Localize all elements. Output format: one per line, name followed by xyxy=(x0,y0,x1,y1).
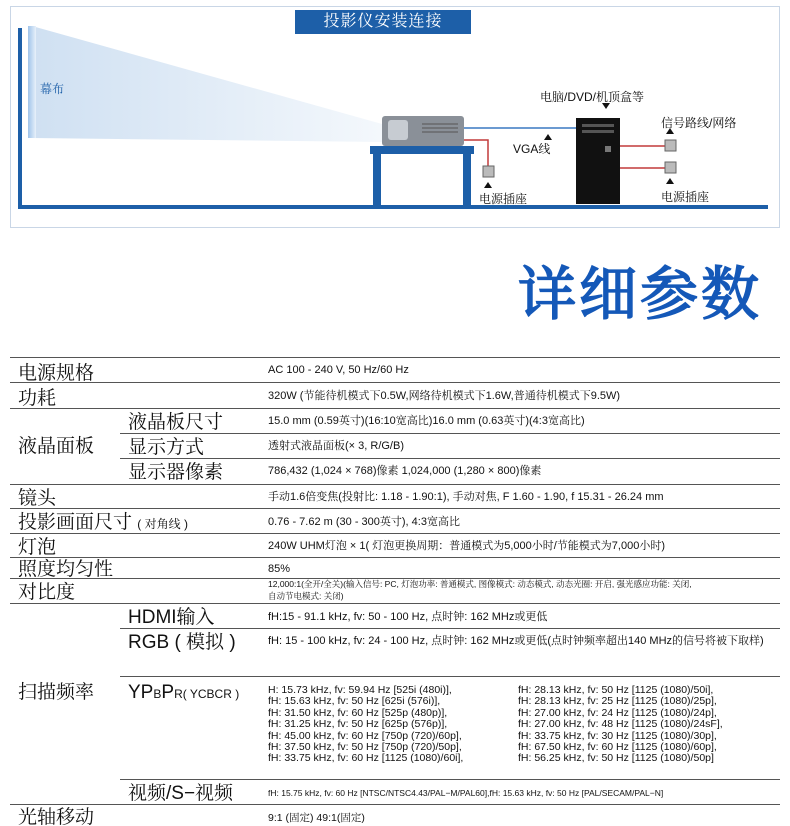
projector-table-left-leg xyxy=(373,154,381,206)
lens-shift-value: 9:1 (固定) 49:1(固定) xyxy=(268,812,365,824)
power-outlet-label-right: 电源插座 xyxy=(661,190,710,204)
lamp-label: 灯泡 xyxy=(18,537,57,558)
spec-row-scan xyxy=(10,604,780,805)
ypbpr-value-item: fH: 28.13 kHz, fv: 50 Hz [1125 (1080)/50i], xyxy=(518,684,714,696)
uniformity-value: 85% xyxy=(268,563,291,575)
lcd-display-value: 透射式液晶面板(× 3, R/G/B) xyxy=(268,440,404,452)
ypbpr-value-item: fH: 31.25 kHz, fv: 50 Hz [625p (576p)], xyxy=(268,718,448,731)
network-outlet xyxy=(665,140,676,151)
hdmi-value: fH:15 - 91.1 kHz, fv: 50 - 100 Hz, 点时钟: 162 MHz或更低 xyxy=(268,611,548,623)
ypbpr-values-col2 xyxy=(518,685,723,765)
projector-table-top xyxy=(370,146,474,154)
projector-table-right-leg xyxy=(463,154,471,206)
contrast-value-line2: 自动节电模式: 关闭) xyxy=(268,591,344,601)
ypbpr-value-item: fH: 27.00 kHz, fv: 48 Hz [1125 (1080)/24sF], xyxy=(518,718,723,731)
lens-value: 手动1.6倍变焦(投射比: 1.18 - 1.90:1), 手动对焦, F 1.60 - 1.90, f 15.31 - 26.24 mm xyxy=(268,491,664,503)
rgb-value: fH: 15 - 100 kHz, fv: 24 - 100 Hz, 点时钟: 162 MHz或更低(点时钟频率超出140 MHz的信号将被下取样) xyxy=(268,635,764,647)
signal-label: 信号路线/网络 xyxy=(661,116,737,130)
screen-label: 幕布 xyxy=(40,82,65,96)
scan-label: 扫描频率 xyxy=(18,682,95,703)
rgb-label: RGB ( 模拟 ) xyxy=(128,632,236,653)
spec-row-lens-shift xyxy=(10,805,780,825)
ypbpr-value-item: fH: 67.50 kHz, fv: 60 Hz [1125 (1080)/60p], xyxy=(518,741,717,754)
floor xyxy=(18,205,768,209)
ypbpr-value-item: fH: 27.00 kHz, fv: 24 Hz [1125 (1080)/24p], xyxy=(518,706,717,719)
installation-diagram xyxy=(10,6,780,228)
contrast-value-line1: 12,000:1(全开/全关)(输入信号: PC, 灯泡功率: 普通模式, 图像模式: 动态模式, 动态光圈: 开启, 强光感应功能: 关闭, xyxy=(268,579,692,589)
lcd-pixels-value: 786,432 (1,024 × 768)像素 1,024,000 (1,280 × 800)像素 xyxy=(268,465,542,477)
ypbpr-label-note: ( YCBCR ) xyxy=(182,687,240,701)
screen-size-value: 0.76 - 7.62 m (30 - 300英寸), 4:3宽高比 xyxy=(268,516,460,528)
video-value: fH: 15.75 kHz, fv: 60 Hz [NTSC/NTSC4.43/PAL−M/PAL60],fH: 15.63 kHz, fv: 50 Hz [PAL/SECAM/PAL−N] xyxy=(268,788,664,798)
consumption-value: 320W (节能待机模式下0.5W,网络待机模式下1.6W,普通待机模式下9.5W) xyxy=(268,390,621,402)
right-power-outlet xyxy=(665,162,676,173)
spec-row-lcd xyxy=(10,409,780,485)
ypbpr-value-item: fH: 15.63 kHz, fv: 50 Hz [625i (576i)], xyxy=(268,695,441,708)
spec-row-uniformity xyxy=(10,558,780,579)
ypbpr-values-col1 xyxy=(268,685,463,765)
lcd-label: 液晶面板 xyxy=(18,436,95,457)
power-value: AC 100 - 240 V, 50 Hz/60 Hz xyxy=(268,364,409,376)
ypbpr-value-item: fH: 28.13 kHz, fv: 25 Hz [1125 (1080)/25p], xyxy=(518,695,717,708)
spec-row-consumption xyxy=(10,383,780,409)
screen-size-label-note: ( 对角线 ) xyxy=(137,517,188,531)
projection-screen xyxy=(28,26,36,138)
lens-shift-label: 光轴移动 xyxy=(18,807,95,826)
lcd-size-value: 15.0 mm (0.59英寸)(16:10宽高比)16.0 mm (0.63英寸)(4:3宽高比) xyxy=(268,415,585,427)
lcd-pixels-label: 显示器像素 xyxy=(128,462,224,483)
lens-label: 镜头 xyxy=(18,488,57,509)
spec-row-lens xyxy=(10,485,780,509)
wall xyxy=(18,28,22,208)
projection-beam xyxy=(32,26,382,142)
power-outlet-label-left: 电源插座 xyxy=(479,192,528,206)
ypbpr-value-item: fH: 33.75 kHz, fv: 60 Hz [1125 (1080)/60i], xyxy=(268,752,464,765)
left-power-outlet xyxy=(483,166,494,177)
ypbpr-value-item: fH: 33.75 kHz, fv: 30 Hz [1125 (1080)/30p], xyxy=(518,729,717,742)
ypbpr-value-item: fH: 37.50 kHz, fv: 50 Hz [750p (720)/50p], xyxy=(268,741,462,754)
vga-label: VGA线 xyxy=(513,142,551,156)
spec-row-power xyxy=(10,357,780,383)
uniformity-label: 照度均匀性 xyxy=(18,559,114,580)
ypbpr-value-item: fH: 56.25 kHz, fv: 50 Hz [1125 (1080)/50p] xyxy=(518,752,714,765)
lcd-size-label: 液晶板尺寸 xyxy=(128,412,224,433)
video-label: 视频/S−视频 xyxy=(128,783,234,804)
lamp-value: 240W UHM灯泡 × 1( 灯泡更换周期：普通模式为5,000小时/节能模式为7,000小时) xyxy=(268,540,665,552)
spec-row-contrast xyxy=(10,579,780,604)
hdmi-label: HDMI输入 xyxy=(128,607,215,628)
ypbpr-value-item: H: 15.73 kHz, fv: 59.94 Hz [525i (480i)], xyxy=(268,684,452,696)
screen-size-label: 投影画面尺寸 ( 对角线 ) xyxy=(18,512,188,533)
contrast-label: 对比度 xyxy=(18,582,76,603)
ypbpr-value-item: fH: 31.50 kHz, fv: 60 Hz [525p (480p)], xyxy=(268,706,448,719)
lcd-display-label: 显示方式 xyxy=(128,437,205,458)
ypbpr-value-item: fH: 45.00 kHz, fv: 60 Hz [750p (720)/60p], xyxy=(268,729,462,742)
consumption-label: 功耗 xyxy=(18,388,57,409)
spec-row-lamp xyxy=(10,534,780,558)
diagram-title: 投影仪安装连接 xyxy=(295,10,471,34)
pc-label: 电脑/DVD/机顶盒等 xyxy=(540,90,645,104)
spec-row-screen-size xyxy=(10,509,780,534)
power-label: 电源规格 xyxy=(18,363,95,384)
section-heading: 详细参数 xyxy=(517,262,762,327)
ypbpr-label: YPBPR( YCBCR ) xyxy=(128,682,240,703)
